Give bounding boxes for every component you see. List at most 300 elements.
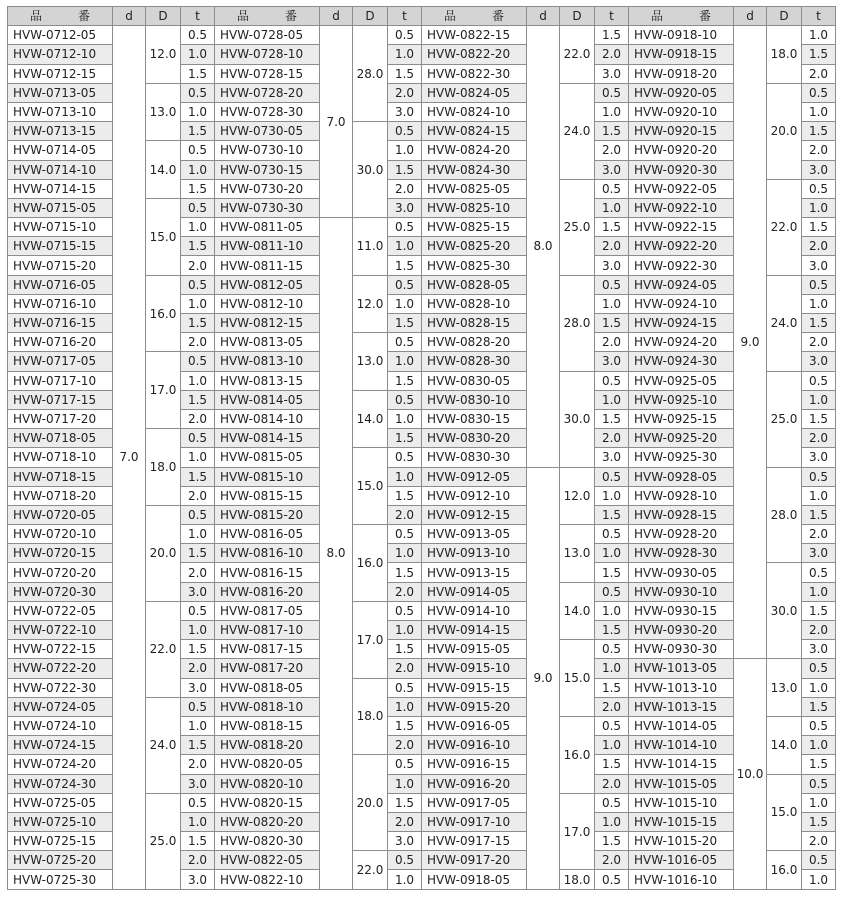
outer-diameter-cell: 28.0 — [767, 467, 802, 563]
part-number-cell: HVW-0724-10 — [8, 716, 113, 735]
part-number-cell: HVW-0930-30 — [629, 640, 734, 659]
outer-diameter-cell: 24.0 — [767, 275, 802, 371]
thickness-cell: 1.0 — [802, 793, 836, 812]
part-number-cell: HVW-0811-10 — [215, 237, 320, 256]
part-number-cell: HVW-0811-05 — [215, 218, 320, 237]
part-number-cell: HVW-0720-05 — [8, 505, 113, 524]
thickness-cell: 1.5 — [388, 160, 422, 179]
thickness-cell: 0.5 — [388, 448, 422, 467]
thickness-cell: 3.0 — [181, 678, 215, 697]
thickness-cell: 1.5 — [388, 429, 422, 448]
thickness-cell: 0.5 — [388, 755, 422, 774]
part-number-cell: HVW-0813-15 — [215, 371, 320, 390]
washer-spec-table — [7, 6, 836, 890]
thickness-cell: 1.5 — [388, 486, 422, 505]
part-number-cell: HVW-0722-10 — [8, 621, 113, 640]
part-number-cell: HVW-0725-10 — [8, 812, 113, 831]
thickness-cell: 0.5 — [388, 26, 422, 45]
thickness-cell: 0.5 — [181, 505, 215, 524]
part-number-cell: HVW-0925-10 — [629, 390, 734, 409]
part-number-cell: HVW-0724-15 — [8, 736, 113, 755]
thickness-cell: 1.5 — [802, 409, 836, 428]
thickness-cell: 0.5 — [388, 275, 422, 294]
part-number-cell: HVW-0930-10 — [629, 582, 734, 601]
outer-diameter-cell: 16.0 — [146, 275, 181, 352]
part-number-cell: HVW-0825-15 — [422, 218, 527, 237]
part-number-cell: HVW-0716-05 — [8, 275, 113, 294]
outer-diameter-cell: 15.0 — [146, 198, 181, 275]
part-number-cell: HVW-0717-10 — [8, 371, 113, 390]
outer-diameter-cell: 14.0 — [560, 582, 595, 640]
thickness-cell: 1.0 — [595, 659, 629, 678]
thickness-cell: 2.0 — [181, 563, 215, 582]
part-number-cell: HVW-0912-10 — [422, 486, 527, 505]
part-number-cell: HVW-0815-10 — [215, 467, 320, 486]
header-d-1: d — [113, 7, 146, 26]
outer-diameter-cell: 12.0 — [353, 275, 388, 333]
thickness-cell: 0.5 — [181, 83, 215, 102]
thickness-cell: 0.5 — [388, 218, 422, 237]
thickness-cell: 1.5 — [388, 563, 422, 582]
part-number-cell: HVW-0725-20 — [8, 851, 113, 870]
outer-diameter-cell: 25.0 — [560, 179, 595, 275]
thickness-cell: 0.5 — [802, 275, 836, 294]
outer-diameter-cell: 13.0 — [353, 333, 388, 391]
outer-diameter-cell: 24.0 — [146, 697, 181, 793]
thickness-cell: 1.5 — [181, 544, 215, 563]
thickness-cell: 2.0 — [802, 832, 836, 851]
outer-diameter-cell: 25.0 — [146, 793, 181, 889]
thickness-cell: 1.0 — [388, 294, 422, 313]
header-D-1: D — [146, 7, 181, 26]
thickness-cell: 0.5 — [802, 851, 836, 870]
thickness-cell: 2.0 — [595, 45, 629, 64]
thickness-cell: 2.0 — [181, 256, 215, 275]
thickness-cell: 1.5 — [595, 505, 629, 524]
part-number-cell: HVW-0824-20 — [422, 141, 527, 160]
part-number-cell: HVW-0820-20 — [215, 812, 320, 831]
header-t-4: t — [802, 7, 836, 26]
part-number-cell: HVW-0715-20 — [8, 256, 113, 275]
thickness-cell: 2.0 — [388, 736, 422, 755]
thickness-cell: 0.5 — [802, 659, 836, 678]
part-number-cell: HVW-0918-10 — [629, 26, 734, 45]
part-number-cell: HVW-0715-15 — [8, 237, 113, 256]
thickness-cell: 2.0 — [388, 659, 422, 678]
part-number-cell: HVW-0825-10 — [422, 198, 527, 217]
thickness-cell: 1.5 — [181, 314, 215, 333]
outer-diameter-cell: 11.0 — [353, 218, 388, 276]
thickness-cell: 1.0 — [802, 102, 836, 121]
part-number-cell: HVW-0818-10 — [215, 697, 320, 716]
thickness-cell: 0.5 — [388, 122, 422, 141]
header-D-2: D — [353, 7, 388, 26]
header-code-4: 品 番 — [629, 7, 734, 26]
part-number-cell: HVW-0817-10 — [215, 621, 320, 640]
inner-diameter-cell: 8.0 — [527, 26, 560, 467]
thickness-cell: 3.0 — [388, 198, 422, 217]
thickness-cell: 1.5 — [802, 45, 836, 64]
part-number-cell: HVW-0722-30 — [8, 678, 113, 697]
outer-diameter-cell: 22.0 — [767, 179, 802, 275]
part-number-cell: HVW-0724-20 — [8, 755, 113, 774]
thickness-cell: 1.5 — [595, 409, 629, 428]
thickness-cell: 0.5 — [388, 525, 422, 544]
outer-diameter-cell: 14.0 — [767, 716, 802, 774]
outer-diameter-cell: 24.0 — [560, 83, 595, 179]
thickness-cell: 1.0 — [388, 467, 422, 486]
thickness-cell: 3.0 — [802, 448, 836, 467]
thickness-cell: 1.0 — [802, 390, 836, 409]
part-number-cell: HVW-0822-05 — [215, 851, 320, 870]
thickness-cell: 1.0 — [181, 160, 215, 179]
part-number-cell: HVW-0730-30 — [215, 198, 320, 217]
part-number-cell: HVW-0815-20 — [215, 505, 320, 524]
header-t-2: t — [388, 7, 422, 26]
part-number-cell: HVW-1015-10 — [629, 793, 734, 812]
thickness-cell: 1.0 — [181, 716, 215, 735]
header-d-4: d — [734, 7, 767, 26]
part-number-cell: HVW-0718-05 — [8, 429, 113, 448]
spec-table-container — [7, 6, 836, 890]
thickness-cell: 0.5 — [388, 601, 422, 620]
thickness-cell: 0.5 — [181, 352, 215, 371]
part-number-cell: HVW-0920-30 — [629, 160, 734, 179]
part-number-cell: HVW-0714-15 — [8, 179, 113, 198]
part-number-cell: HVW-0830-30 — [422, 448, 527, 467]
thickness-cell: 3.0 — [802, 640, 836, 659]
part-number-cell: HVW-0722-15 — [8, 640, 113, 659]
part-number-cell: HVW-0730-15 — [215, 160, 320, 179]
thickness-cell: 2.0 — [595, 141, 629, 160]
thickness-cell: 1.0 — [388, 870, 422, 889]
thickness-cell: 1.0 — [388, 544, 422, 563]
part-number-cell: HVW-0924-10 — [629, 294, 734, 313]
part-number-cell: HVW-0920-10 — [629, 102, 734, 121]
part-number-cell: HVW-0718-15 — [8, 467, 113, 486]
part-number-cell: HVW-0728-10 — [215, 45, 320, 64]
thickness-cell: 1.0 — [595, 544, 629, 563]
header-t-1: t — [181, 7, 215, 26]
part-number-cell: HVW-0925-20 — [629, 429, 734, 448]
outer-diameter-cell: 20.0 — [767, 83, 802, 179]
part-number-cell: HVW-0816-10 — [215, 544, 320, 563]
inner-diameter-cell: 7.0 — [113, 26, 146, 889]
outer-diameter-cell: 15.0 — [560, 640, 595, 717]
part-number-cell: HVW-0922-05 — [629, 179, 734, 198]
part-number-cell: HVW-0822-15 — [422, 26, 527, 45]
thickness-cell: 1.0 — [595, 198, 629, 217]
part-number-cell: HVW-0825-20 — [422, 237, 527, 256]
part-number-cell: HVW-0814-10 — [215, 409, 320, 428]
part-number-cell: HVW-0812-10 — [215, 294, 320, 313]
thickness-cell: 0.5 — [802, 774, 836, 793]
thickness-cell: 2.0 — [802, 333, 836, 352]
part-number-cell: HVW-0812-05 — [215, 275, 320, 294]
part-number-cell: HVW-0825-05 — [422, 179, 527, 198]
part-number-cell: HVW-0828-20 — [422, 333, 527, 352]
part-number-cell: HVW-0928-20 — [629, 525, 734, 544]
part-number-cell: HVW-0714-10 — [8, 160, 113, 179]
part-number-cell: HVW-0928-15 — [629, 505, 734, 524]
part-number-cell: HVW-0924-15 — [629, 314, 734, 333]
thickness-cell: 1.0 — [181, 102, 215, 121]
part-number-cell: HVW-0917-05 — [422, 793, 527, 812]
outer-diameter-cell: 28.0 — [353, 26, 388, 122]
thickness-cell: 3.0 — [181, 870, 215, 889]
part-number-cell: HVW-1013-15 — [629, 697, 734, 716]
thickness-cell: 1.0 — [181, 525, 215, 544]
part-number-cell: HVW-0728-20 — [215, 83, 320, 102]
part-number-cell: HVW-0822-30 — [422, 64, 527, 83]
part-number-cell: HVW-0824-05 — [422, 83, 527, 102]
part-number-cell: HVW-0914-05 — [422, 582, 527, 601]
part-number-cell: HVW-0820-10 — [215, 774, 320, 793]
thickness-cell: 3.0 — [802, 544, 836, 563]
part-number-cell: HVW-0930-05 — [629, 563, 734, 582]
thickness-cell: 1.0 — [595, 736, 629, 755]
thickness-cell: 3.0 — [388, 832, 422, 851]
inner-diameter-cell: 7.0 — [320, 26, 353, 218]
part-number-cell: HVW-0712-15 — [8, 64, 113, 83]
thickness-cell: 1.0 — [595, 102, 629, 121]
part-number-cell: HVW-0725-05 — [8, 793, 113, 812]
part-number-cell: HVW-0820-05 — [215, 755, 320, 774]
part-number-cell: HVW-0720-15 — [8, 544, 113, 563]
part-number-cell: HVW-0816-05 — [215, 525, 320, 544]
thickness-cell: 1.5 — [802, 601, 836, 620]
thickness-cell: 1.5 — [802, 505, 836, 524]
thickness-cell: 3.0 — [595, 448, 629, 467]
outer-diameter-cell: 15.0 — [767, 774, 802, 851]
thickness-cell: 2.0 — [802, 525, 836, 544]
part-number-cell: HVW-0816-20 — [215, 582, 320, 601]
part-number-cell: HVW-0830-15 — [422, 409, 527, 428]
thickness-cell: 1.0 — [388, 409, 422, 428]
thickness-cell: 1.5 — [595, 122, 629, 141]
thickness-cell: 0.5 — [181, 429, 215, 448]
part-number-cell: HVW-0715-05 — [8, 198, 113, 217]
part-number-cell: HVW-0922-15 — [629, 218, 734, 237]
thickness-cell: 2.0 — [181, 851, 215, 870]
part-number-cell: HVW-0722-20 — [8, 659, 113, 678]
part-number-cell: HVW-0915-10 — [422, 659, 527, 678]
part-number-cell: HVW-0730-10 — [215, 141, 320, 160]
part-number-cell: HVW-0724-30 — [8, 774, 113, 793]
part-number-cell: HVW-0918-20 — [629, 64, 734, 83]
part-number-cell: HVW-0912-05 — [422, 467, 527, 486]
thickness-cell: 0.5 — [181, 275, 215, 294]
thickness-cell: 2.0 — [181, 333, 215, 352]
thickness-cell: 1.0 — [595, 294, 629, 313]
part-number-cell: HVW-0828-15 — [422, 314, 527, 333]
thickness-cell: 1.5 — [802, 755, 836, 774]
thickness-cell: 1.0 — [802, 294, 836, 313]
part-number-cell: HVW-0924-05 — [629, 275, 734, 294]
thickness-cell: 1.5 — [388, 716, 422, 735]
part-number-cell: HVW-0922-10 — [629, 198, 734, 217]
thickness-cell: 0.5 — [802, 371, 836, 390]
thickness-cell: 0.5 — [595, 716, 629, 735]
thickness-cell: 1.5 — [595, 678, 629, 697]
inner-diameter-cell: 10.0 — [734, 659, 767, 889]
part-number-cell: HVW-0828-30 — [422, 352, 527, 371]
part-number-cell: HVW-0928-05 — [629, 467, 734, 486]
thickness-cell: 1.5 — [595, 832, 629, 851]
thickness-cell: 2.0 — [595, 333, 629, 352]
thickness-cell: 2.0 — [802, 64, 836, 83]
thickness-cell: 1.5 — [181, 179, 215, 198]
part-number-cell: HVW-0830-10 — [422, 390, 527, 409]
part-number-cell: HVW-1015-05 — [629, 774, 734, 793]
outer-diameter-cell: 13.0 — [146, 83, 181, 141]
thickness-cell: 1.0 — [802, 26, 836, 45]
thickness-cell: 1.5 — [181, 237, 215, 256]
thickness-cell: 1.0 — [181, 371, 215, 390]
outer-diameter-cell: 30.0 — [767, 563, 802, 659]
thickness-cell: 2.0 — [181, 486, 215, 505]
part-number-cell: HVW-0925-15 — [629, 409, 734, 428]
thickness-cell: 1.5 — [802, 218, 836, 237]
thickness-cell: 2.0 — [388, 582, 422, 601]
part-number-cell: HVW-0813-05 — [215, 333, 320, 352]
part-number-cell: HVW-0916-05 — [422, 716, 527, 735]
thickness-cell: 1.0 — [388, 697, 422, 716]
part-number-cell: HVW-0824-15 — [422, 122, 527, 141]
part-number-cell: HVW-0918-15 — [629, 45, 734, 64]
part-number-cell: HVW-0918-05 — [422, 870, 527, 889]
part-number-cell: HVW-0725-15 — [8, 832, 113, 851]
thickness-cell: 2.0 — [595, 429, 629, 448]
thickness-cell: 1.5 — [181, 467, 215, 486]
part-number-cell: HVW-0822-20 — [422, 45, 527, 64]
part-number-cell: HVW-0730-05 — [215, 122, 320, 141]
thickness-cell: 1.0 — [595, 486, 629, 505]
thickness-cell: 3.0 — [802, 160, 836, 179]
thickness-cell: 1.0 — [595, 601, 629, 620]
part-number-cell: HVW-0818-20 — [215, 736, 320, 755]
part-number-cell: HVW-0728-15 — [215, 64, 320, 83]
thickness-cell: 0.5 — [181, 26, 215, 45]
thickness-cell: 0.5 — [595, 275, 629, 294]
outer-diameter-cell: 17.0 — [353, 601, 388, 678]
thickness-cell: 1.5 — [181, 122, 215, 141]
outer-diameter-cell: 18.0 — [146, 429, 181, 506]
thickness-cell: 0.5 — [595, 83, 629, 102]
part-number-cell: HVW-0718-20 — [8, 486, 113, 505]
thickness-cell: 1.0 — [181, 621, 215, 640]
thickness-cell: 0.5 — [595, 582, 629, 601]
outer-diameter-cell: 30.0 — [353, 122, 388, 218]
thickness-cell: 1.0 — [802, 678, 836, 697]
outer-diameter-cell: 16.0 — [353, 525, 388, 602]
header-D-3: D — [560, 7, 595, 26]
part-number-cell: HVW-0716-20 — [8, 333, 113, 352]
part-number-cell: HVW-0913-15 — [422, 563, 527, 582]
thickness-cell: 1.5 — [181, 390, 215, 409]
thickness-cell: 1.0 — [802, 870, 836, 889]
part-number-cell: HVW-1014-10 — [629, 736, 734, 755]
part-number-cell: HVW-0814-05 — [215, 390, 320, 409]
part-number-cell: HVW-0920-05 — [629, 83, 734, 102]
outer-diameter-cell: 14.0 — [146, 141, 181, 199]
thickness-cell: 1.0 — [181, 812, 215, 831]
thickness-cell: 3.0 — [595, 256, 629, 275]
part-number-cell: HVW-0925-30 — [629, 448, 734, 467]
thickness-cell: 3.0 — [595, 352, 629, 371]
part-number-cell: HVW-0828-05 — [422, 275, 527, 294]
thickness-cell: 1.5 — [802, 812, 836, 831]
part-number-cell: HVW-0830-05 — [422, 371, 527, 390]
thickness-cell: 1.5 — [388, 64, 422, 83]
outer-diameter-cell: 22.0 — [146, 601, 181, 697]
thickness-cell: 1.5 — [595, 621, 629, 640]
part-number-cell: HVW-0815-15 — [215, 486, 320, 505]
header-t-3: t — [595, 7, 629, 26]
thickness-cell: 1.0 — [181, 448, 215, 467]
thickness-cell: 1.0 — [181, 45, 215, 64]
thickness-cell: 3.0 — [802, 352, 836, 371]
thickness-cell: 2.0 — [181, 755, 215, 774]
outer-diameter-cell: 18.0 — [560, 870, 595, 889]
part-number-cell: HVW-0713-05 — [8, 83, 113, 102]
header-d-3: d — [527, 7, 560, 26]
part-number-cell: HVW-0818-05 — [215, 678, 320, 697]
thickness-cell: 1.0 — [388, 141, 422, 160]
thickness-cell: 1.0 — [388, 45, 422, 64]
thickness-cell: 3.0 — [388, 102, 422, 121]
part-number-cell: HVW-0913-05 — [422, 525, 527, 544]
header-row — [8, 7, 836, 26]
part-number-cell: HVW-0815-05 — [215, 448, 320, 467]
thickness-cell: 0.5 — [595, 870, 629, 889]
part-number-cell: HVW-0914-10 — [422, 601, 527, 620]
part-number-cell: HVW-0816-15 — [215, 563, 320, 582]
part-number-cell: HVW-0824-30 — [422, 160, 527, 179]
part-number-cell: HVW-0818-15 — [215, 716, 320, 735]
thickness-cell: 0.5 — [388, 678, 422, 697]
part-number-cell: HVW-0924-30 — [629, 352, 734, 371]
part-number-cell: HVW-0820-30 — [215, 832, 320, 851]
part-number-cell: HVW-0824-10 — [422, 102, 527, 121]
part-number-cell: HVW-0915-20 — [422, 697, 527, 716]
outer-diameter-cell: 13.0 — [767, 659, 802, 717]
outer-diameter-cell: 18.0 — [353, 678, 388, 755]
part-number-cell: HVW-0811-15 — [215, 256, 320, 275]
thickness-cell: 3.0 — [181, 774, 215, 793]
thickness-cell: 1.5 — [802, 122, 836, 141]
thickness-cell: 2.0 — [181, 659, 215, 678]
part-number-cell: HVW-1015-20 — [629, 832, 734, 851]
outer-diameter-cell: 22.0 — [560, 26, 595, 84]
thickness-cell: 1.0 — [181, 294, 215, 313]
part-number-cell: HVW-1016-05 — [629, 851, 734, 870]
part-number-cell: HVW-0717-20 — [8, 409, 113, 428]
thickness-cell: 1.5 — [595, 755, 629, 774]
part-number-cell: HVW-0920-15 — [629, 122, 734, 141]
part-number-cell: HVW-1015-15 — [629, 812, 734, 831]
part-number-cell: HVW-0922-30 — [629, 256, 734, 275]
thickness-cell: 3.0 — [802, 256, 836, 275]
header-code-1: 品 番 — [8, 7, 113, 26]
inner-diameter-cell: 9.0 — [734, 26, 767, 659]
part-number-cell: HVW-0717-05 — [8, 352, 113, 371]
outer-diameter-cell: 16.0 — [560, 716, 595, 793]
thickness-cell: 1.5 — [595, 218, 629, 237]
thickness-cell: 0.5 — [388, 333, 422, 352]
thickness-cell: 2.0 — [595, 851, 629, 870]
thickness-cell: 2.0 — [595, 237, 629, 256]
